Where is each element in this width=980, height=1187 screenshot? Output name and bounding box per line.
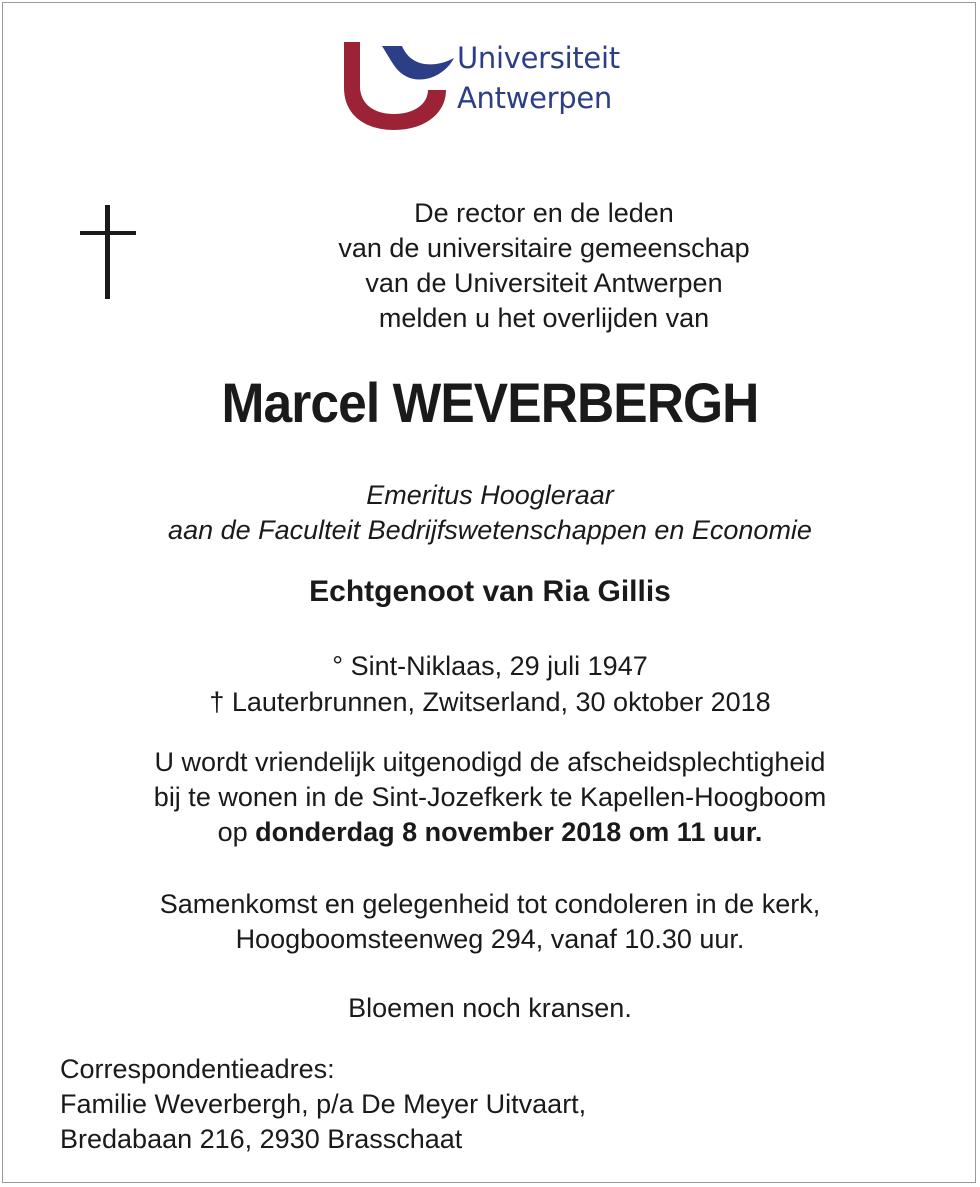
gathering-line: Hoogboomsteenweg 294, vanaf 10.30 uur.: [235, 924, 745, 954]
function-line: Emeritus Hoogleraar: [366, 480, 614, 510]
university-logo: [342, 38, 652, 130]
address-line: Bredabaan 216, 2930 Brasschaat: [60, 1124, 463, 1154]
invitation-line: [0, 815, 980, 850]
birth-date: ° Sint-Niklaas, 29 juli 1947: [332, 651, 648, 681]
invitation-line: bij te wonen in de Sint-Jozefkerk te Kapellen-Hoogboom: [153, 782, 827, 812]
function-text: [0, 478, 980, 548]
intro-line: De rector en de leden: [414, 198, 674, 228]
invitation-prefix: op: [217, 817, 256, 847]
intro-line: van de Universiteit Antwerpen: [365, 268, 723, 298]
flowers-note: Bloemen noch kransen.: [348, 993, 632, 1023]
address-line: Familie Weverbergh, p/a De Meyer Uitvaart,: [60, 1089, 587, 1119]
ceremony-date: donderdag 8 november 2018 om 11 uur.: [255, 817, 763, 847]
address-label: Correspondentieadres:: [60, 1054, 335, 1084]
invitation-line: U wordt vriendelijk uitgenodigd de afscheidsplechtigheid: [154, 747, 826, 777]
death-date: † Lauterbrunnen, Zwitserland, 30 oktober 2018: [209, 687, 771, 717]
invitation-text: [0, 745, 980, 850]
deceased-name: Marcel WEVERBERGH: [221, 371, 759, 434]
intro-line: melden u het overlijden van: [378, 303, 710, 333]
intro-text: [54, 196, 980, 336]
correspondence-address: [60, 1052, 586, 1157]
intro-line: van de universitaire gemeenschap: [338, 233, 750, 263]
gathering-line: Samenkomst en gelegenheid tot condoleren in de kerk,: [159, 889, 821, 919]
gathering-text: [0, 887, 980, 957]
logo-line-2: Antwerpen: [457, 81, 613, 115]
function-line: aan de Faculteit Bedrijfswetenschappen en Economie: [168, 515, 812, 545]
university-logo-icon: [342, 38, 454, 130]
logo-line-1: Universiteit: [457, 41, 620, 75]
dates: [0, 648, 980, 720]
spouse-text: Echtgenoot van Ria Gillis: [309, 575, 671, 608]
